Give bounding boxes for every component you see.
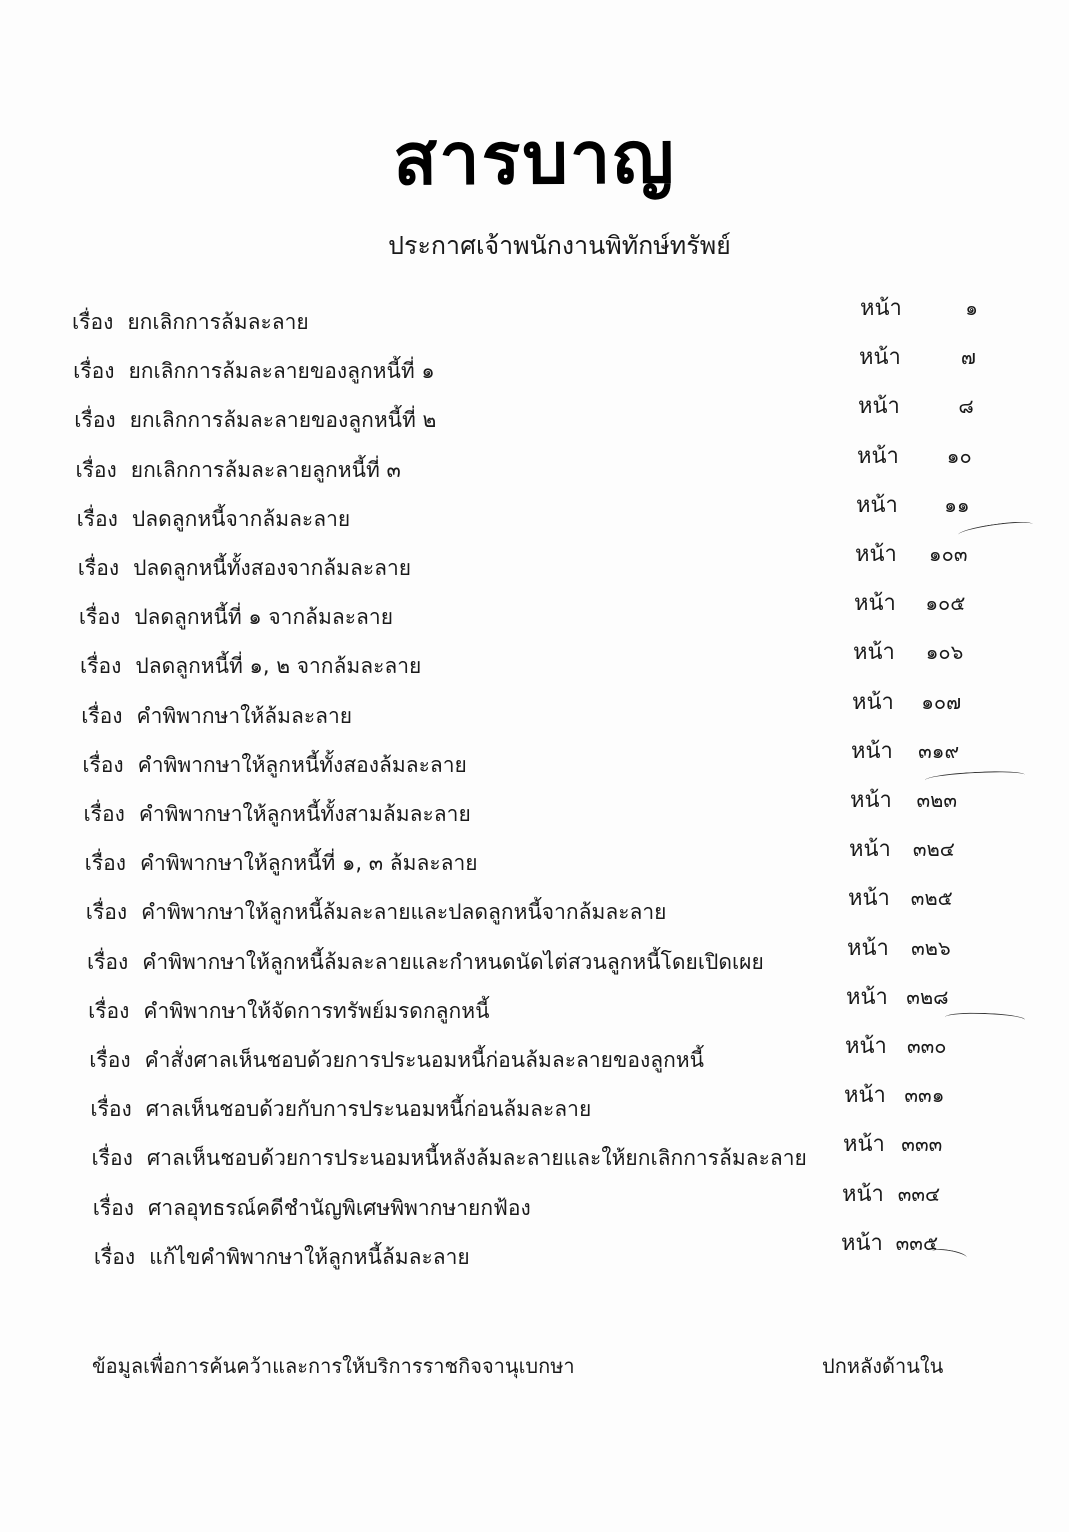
toc-entry-page-word: หน้า (847, 935, 889, 961)
toc-entry (0, 690, 1000, 730)
page-title: สารบาญ (392, 115, 677, 201)
toc-entry-page-word: หน้า (844, 1083, 886, 1109)
toc-entry (0, 640, 1000, 680)
toc-entry-prefix: เรื่อง (89, 1048, 131, 1072)
toc-entry-prefix: เรื่อง (81, 703, 123, 728)
toc-entry-page-word: หน้า (858, 394, 900, 420)
toc-entry-page-word: หน้า (850, 788, 892, 813)
toc-entry-page-number: ๑ (965, 296, 978, 320)
toc-entry-prefix: เรื่อง (88, 998, 130, 1023)
toc-entry-label (74, 404, 436, 437)
toc-entry (0, 1083, 1000, 1123)
toc-entry-page-number: ๘ (958, 394, 974, 419)
toc-entry-topic: ปลดลูกหนี้ทั้งสองจากล้มละลาย (133, 556, 412, 580)
toc-entry (0, 296, 1000, 336)
toc-entry-prefix: เรื่อง (82, 752, 124, 777)
toc-entry-label (81, 700, 352, 733)
toc-entry (0, 886, 1000, 926)
toc-entry-prefix: เรื่อง (72, 310, 114, 334)
toc-entry-label (80, 650, 421, 683)
toc-entry-prefix: เรื่อง (84, 851, 126, 876)
toc-entry-topic: ยกเลิกการล้มละลายของลูกหนี้ที่ ๑ (128, 359, 435, 384)
toc-entry-topic: ปลดลูกหนี้ที่ ๑ จากล้มละลาย (134, 605, 393, 630)
toc-entry-label (92, 1142, 807, 1175)
toc-entry-page-number: ๓๒๓ (916, 788, 957, 812)
toc-entry-page-word: หน้า (845, 1034, 887, 1059)
toc-entry-page-number: ๓๓๐ (906, 1034, 947, 1058)
toc-entry (0, 493, 1000, 533)
toc-entry-topic: ยกเลิกการล้มละลาย (127, 310, 309, 334)
toc-entry-page-number: ๓๒๖ (911, 935, 951, 960)
toc-entry-prefix: เรื่อง (83, 802, 125, 826)
toc-entry (0, 936, 1000, 976)
toc-entry-topic: คำพิพากษาให้ลูกหนี้ล้มละลายและกำหนดนัดไต่สวนลูกหนี้โดยเปิดเผย (142, 949, 764, 974)
toc-entry (0, 542, 1000, 582)
toc-entry (0, 1132, 1000, 1172)
toc-entry-page-number: ๓๓๔ (897, 1181, 941, 1206)
toc-entry (0, 788, 1000, 828)
toc-entry-label (75, 454, 400, 487)
table-of-contents (0, 278, 1069, 1269)
toc-entry-page-number: ๑๐๗ (921, 689, 962, 714)
toc-entry-label (87, 946, 764, 979)
toc-entry-page-word: หน้า (841, 1230, 883, 1256)
toc-entry-prefix: เรื่อง (76, 506, 118, 531)
toc-entry-page-number: ๑๐ (946, 443, 972, 468)
section-heading: ประกาศเจ้าพนักงานพิทักษ์ทรัพย์ (388, 231, 731, 260)
toc-entry-page-number: ๗ (960, 345, 976, 370)
toc-entry-page-number: ๓๓๕ (895, 1230, 939, 1255)
toc-entry-label (93, 1192, 531, 1225)
toc-entry-topic: คำพิพากษาให้ลูกหนี้ทั้งสามล้มละลาย (138, 802, 471, 826)
toc-entry (0, 1182, 1000, 1222)
toc-entry-label (86, 896, 667, 929)
toc-entry-page-word: หน้า (849, 837, 891, 863)
toc-entry-page-word: หน้า (842, 1181, 884, 1207)
toc-entry (0, 444, 1000, 484)
toc-entry-topic: ปลดลูกหนี้ที่ ๑, ๒ จากล้มละลาย (135, 654, 422, 679)
toc-entry-label (85, 847, 478, 880)
toc-entry-page-number: ๓๒๕ (910, 886, 953, 911)
toc-entry-prefix: เรื่อง (75, 457, 117, 482)
toc-entry-page-word: หน้า (848, 886, 890, 912)
toc-entry-prefix: เรื่อง (80, 654, 122, 679)
toc-entry-page-number: ๑๐๕ (925, 591, 966, 616)
footer-source-note: ข้อมูลเพื่อการค้นคว้าและการให้บริการราชกิจจานุเบกษา (92, 1354, 575, 1378)
toc-entry-page-number: ๓๓๓ (901, 1132, 943, 1157)
toc-entry-page-word: หน้า (855, 542, 897, 567)
toc-entry-label (77, 503, 351, 536)
toc-entry (0, 345, 1000, 385)
toc-entry-topic: ยกเลิกการล้มละลายลูกหนี้ที่ ๓ (130, 457, 401, 482)
toc-entry-prefix: เรื่อง (85, 900, 128, 925)
toc-entry-label (82, 749, 466, 782)
toc-entry (0, 985, 1000, 1025)
toc-entry-topic: คำพิพากษาให้ล้มละลาย (136, 703, 353, 728)
toc-entry-page-number: ๑๐๖ (925, 640, 964, 665)
toc-entry-prefix: เรื่อง (74, 408, 116, 433)
toc-entry-label (88, 995, 489, 1028)
toc-entry-topic: คำพิพากษาให้ลูกหนี้ล้มละลายและปลดลูกหนี้จากล้มละลาย (141, 900, 667, 925)
toc-entry-topic: คำพิพากษาให้ลูกหนี้ที่ ๑, ๓ ล้มละลาย (139, 851, 478, 876)
toc-entry-page-word: หน้า (843, 1132, 885, 1158)
toc-entry-page-number: ๓๒๔ (912, 837, 955, 862)
toc-entry-topic: ศาลเห็นชอบด้วยกับการประนอมหนี้ก่อนล้มละลาย (145, 1097, 592, 1122)
toc-entry-label (78, 552, 411, 585)
toc-entry-page-word: หน้า (859, 345, 901, 371)
toc-entry-page-word: หน้า (852, 689, 894, 715)
toc-entry-prefix: เรื่อง (77, 556, 120, 580)
toc-entry-topic: แก้ไขคำพิพากษาให้ลูกหนี้ล้มละลาย (149, 1244, 470, 1269)
toc-entry-topic: คำพิพากษาให้ลูกหนี้ทั้งสองล้มละลาย (137, 752, 467, 777)
toc-entry-page-word: หน้า (846, 984, 888, 1010)
toc-entry-prefix: เรื่อง (92, 1195, 135, 1220)
toc-entry-prefix: เรื่อง (73, 359, 115, 384)
toc-entry-topic: คำพิพากษาให้จัดการทรัพย์มรดกลูกหนี้ (143, 998, 490, 1023)
toc-entry-prefix: เรื่อง (91, 1146, 133, 1171)
toc-entry-label (73, 355, 435, 388)
toc-entry-label (84, 798, 471, 831)
toc-entry-topic: ยกเลิกการล้มละลายของลูกหนี้ที่ ๒ (129, 408, 437, 433)
toc-entry-page-number: ๑๑ (944, 492, 970, 517)
toc-entry-page-word: หน้า (854, 591, 896, 617)
toc-entry-page-number: ๓๒๘ (906, 984, 949, 1009)
toc-entry-label (72, 306, 309, 339)
toc-entry-page-number: ๓๓๑ (904, 1083, 945, 1108)
toc-entry-topic: ศาลเห็นชอบด้วยการประนอมหนี้หลังล้มละลายและให้ยกเลิกการล้มละลาย (146, 1146, 807, 1171)
toc-entry-label (94, 1241, 470, 1274)
toc-entry (0, 1231, 1000, 1271)
toc-entry-prefix: เรื่อง (86, 949, 129, 974)
toc-entry-topic: ปลดลูกหนี้จากล้มละลาย (131, 506, 351, 531)
toc-entry-topic: ศาลอุทธรณ์คดีชำนัญพิเศษพิพากษายกฟ้อง (148, 1195, 531, 1220)
toc-entry-page-word: หน้า (857, 443, 899, 469)
toc-entry-prefix: เรื่อง (93, 1244, 136, 1269)
toc-entry-page-number: ๓๑๙ (918, 738, 960, 763)
toc-entry-topic: คำสั่งศาลเห็นชอบด้วยการประนอมหนี้ก่อนล้มละลายของลูกหนี้ (144, 1048, 704, 1072)
toc-entry-label (79, 601, 393, 634)
toc-entry-page-word: หน้า (856, 492, 898, 518)
toc-entry-page-number: ๑๐๓ (928, 542, 968, 566)
toc-entry (0, 837, 1000, 877)
toc-entry-label (90, 1093, 591, 1126)
toc-entry-page-word: หน้า (853, 640, 895, 666)
toc-entry (0, 591, 1000, 631)
toc-entry-page-word: หน้า (851, 738, 893, 764)
toc-entry-page-word: หน้า (860, 296, 902, 321)
toc-entry (0, 1034, 1000, 1074)
toc-entry-prefix: เรื่อง (78, 605, 121, 630)
footer-page-label: ปกหลังด้านใน (822, 1354, 944, 1378)
toc-entry (0, 739, 1000, 779)
toc-entry-label (89, 1044, 704, 1077)
toc-entry (0, 394, 1000, 434)
toc-entry-prefix: เรื่อง (90, 1097, 132, 1122)
